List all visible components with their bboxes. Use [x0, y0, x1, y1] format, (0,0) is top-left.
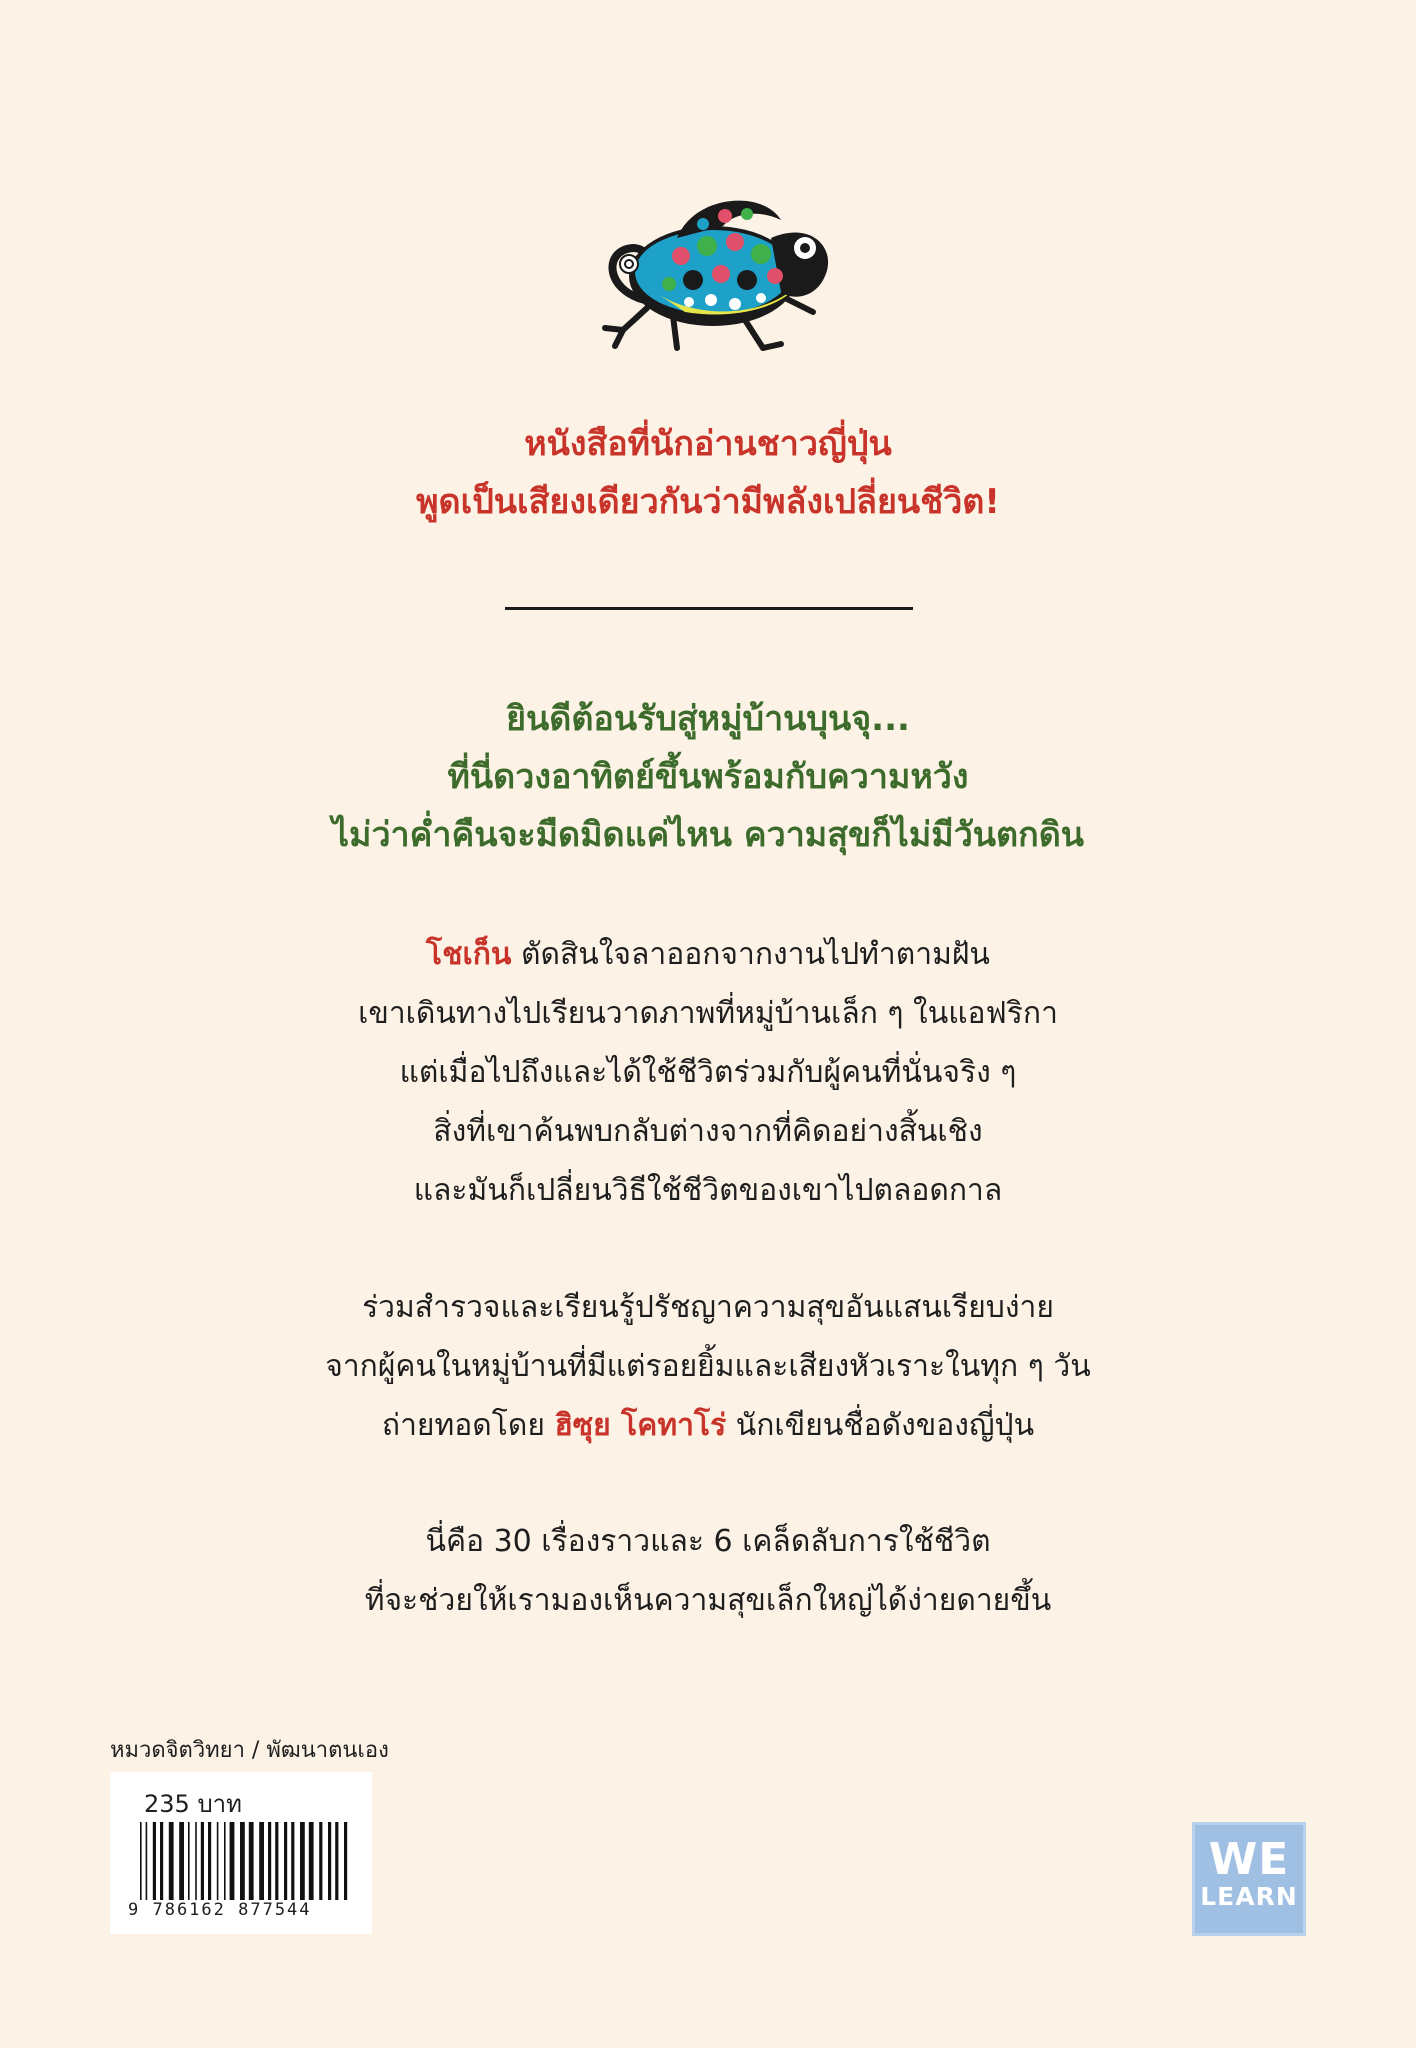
headline-line: หนังสือที่นักอ่านชาวญี่ปุ่น — [524, 424, 892, 464]
barcode-bar — [224, 1822, 226, 1900]
story-line: และมันก็เปลี่ยนวิธีใช้ชีวิตของเขาไปตลอดกาล — [413, 1173, 1003, 1208]
welcome-line: ไม่ว่าค่ำคืนจะมืดมิดแค่ไหน ความสุขก็ไม่มีวันตกดิน — [331, 815, 1085, 855]
barcode-bar — [300, 1822, 305, 1900]
summary-line: ที่จะช่วยให้เรามองเห็นความสุขเล็กใหญ่ได้ง่ายดายขึ้น — [364, 1583, 1052, 1618]
barcode-bar — [188, 1822, 190, 1900]
barcode-bar — [230, 1822, 235, 1900]
summary-paragraph — [0, 1512, 1416, 1630]
barcode-bar — [201, 1822, 204, 1900]
explore-paragraph — [0, 1278, 1416, 1455]
logo-text: LEARN — [1200, 1882, 1298, 1911]
barcode-bar — [249, 1822, 254, 1900]
story-line: แต่เมื่อไปถึงและได้ใช้ชีวิตร่วมกับผู้คนที่นั่นจริง ๆ — [399, 1055, 1017, 1090]
price-label: 235 บาท — [144, 1790, 242, 1818]
barcode-bar — [344, 1822, 347, 1900]
barcode-bar — [335, 1822, 338, 1900]
explore-line-text: นักเขียนชื่อดังของญี่ปุ่น — [726, 1408, 1035, 1443]
barcode-bar — [153, 1822, 156, 1900]
explore-line: จากผู้คนในหมู่บ้านที่มีแต่รอยยิ้มและเสียงหัวเราะในทุก ๆ วัน — [325, 1349, 1091, 1384]
barcode-bar — [160, 1822, 163, 1900]
welcome-line: ยินดีต้อนรับสู่หมู่บ้านบุนจุ... — [506, 699, 910, 739]
explore-line — [0, 1396, 1416, 1455]
barcode-box — [110, 1772, 372, 1934]
story-line-text: ตัดสินใจลาออกจากงานไปทำตามฝัน — [511, 937, 990, 972]
barcode-bar — [319, 1822, 322, 1900]
character-name: โชเก็น — [426, 937, 512, 972]
barcode-bar — [309, 1822, 314, 1900]
barcode-bar — [284, 1822, 287, 1900]
welcome-text — [0, 690, 1416, 864]
author-name: ฮิซุย โคทาโร่ — [554, 1408, 727, 1443]
publisher-logo — [1192, 1822, 1306, 1936]
barcode-bar — [291, 1822, 294, 1900]
barcode-bar — [179, 1822, 184, 1900]
divider — [505, 607, 913, 610]
explore-line: ร่วมสำรวจและเรียนรู้ปรัชญาความสุขอันแสนเรียบง่าย — [362, 1290, 1054, 1325]
book-category: หมวดจิตวิทยา / พัฒนาตนเอง — [110, 1738, 389, 1763]
welcome-line: ที่นี่ดวงอาทิตย์ขึ้นพร้อมกับความหวัง — [447, 757, 969, 797]
barcode-bar — [328, 1822, 331, 1900]
barcode-bar — [169, 1822, 174, 1900]
headline — [0, 415, 1416, 531]
story-line: เขาเดินทางไปเรียนวาดภาพที่หมู่บ้านเล็ก ๆ ในแอฟริกา — [358, 996, 1058, 1031]
barcode-bar — [146, 1822, 148, 1900]
barcode-bar — [240, 1822, 245, 1900]
story-paragraph — [0, 925, 1416, 1220]
explore-line-text: ถ่ายทอดโดย — [381, 1408, 555, 1443]
barcode-bar — [140, 1822, 142, 1900]
story-line — [0, 925, 1416, 984]
barcode-bar — [275, 1822, 278, 1900]
summary-line: นี่คือ 30 เรื่องราวและ 6 เคล็ดลับการใช้ชีวิต — [425, 1524, 991, 1559]
logo-text: WE — [1208, 1834, 1290, 1885]
barcode-bar — [268, 1822, 271, 1900]
isbn-number: 9 786162 877544 — [128, 1900, 312, 1920]
barcode-bar — [217, 1822, 219, 1900]
barcode-bar — [208, 1822, 211, 1900]
story-line: สิ่งที่เขาค้นพบกลับต่างจากที่คิดอย่างสิ้นเชิง — [433, 1114, 983, 1149]
chameleon-illustration — [585, 180, 845, 360]
barcode-bar — [195, 1822, 197, 1900]
headline-line: พูดเป็นเสียงเดียวกันว่ามีพลังเปลี่ยนชีวิต! — [416, 482, 1000, 522]
barcode-bar — [259, 1822, 264, 1900]
